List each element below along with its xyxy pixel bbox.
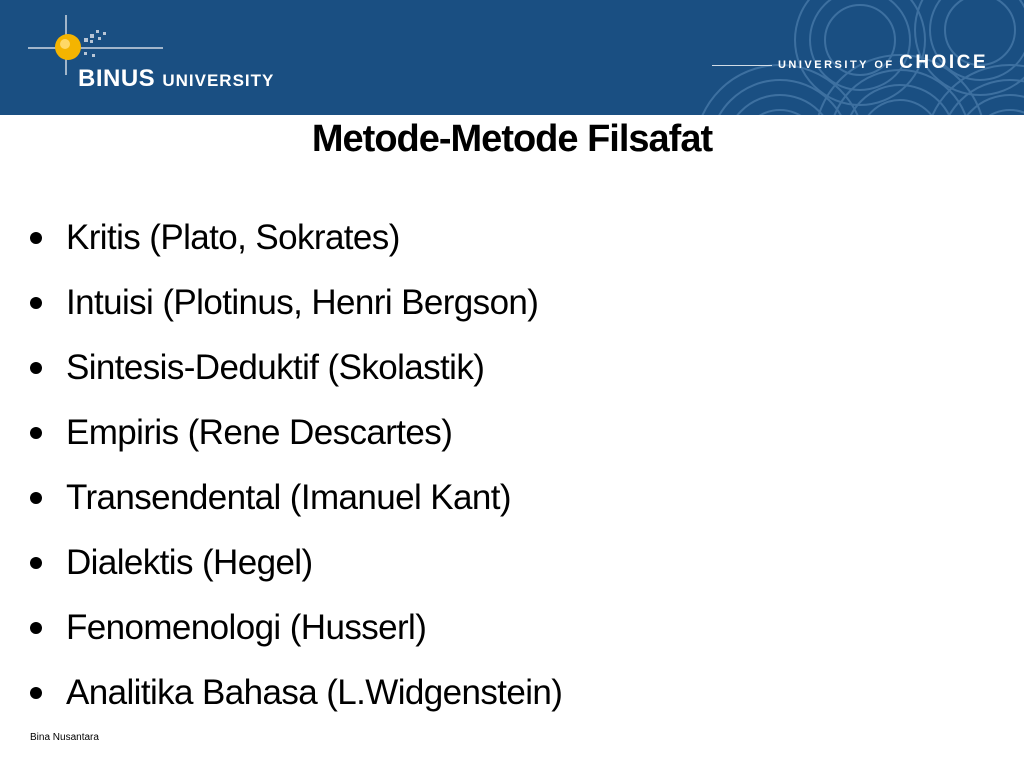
list-item (30, 595, 562, 660)
list-item (30, 530, 562, 595)
binus-logo[interactable] (28, 10, 318, 100)
tagline-divider (712, 65, 772, 66)
list-item (30, 660, 562, 725)
slide-title: Metode-Metode Filsafat (311, 118, 713, 160)
bullet-icon (30, 427, 42, 439)
list-item-text: Intuisi (Plotinus, Henri Bergson) (66, 282, 539, 322)
list-item (30, 400, 562, 465)
bullet-list (30, 205, 562, 725)
list-item-text: Kritis (Plato, Sokrates) (66, 217, 400, 257)
tagline (778, 52, 988, 74)
footer-text: Bina Nusantara (30, 732, 99, 743)
bullet-icon (30, 557, 42, 569)
bullet-icon (30, 492, 42, 504)
bullet-icon (30, 297, 42, 309)
bullet-icon (30, 687, 42, 699)
list-item-text: Transendental (Imanuel Kant) (66, 477, 511, 517)
list-item (30, 270, 562, 335)
list-item (30, 335, 562, 400)
list-item-text: Sintesis-Deduktif (Skolastik) (66, 347, 485, 387)
list-item (30, 205, 562, 270)
list-item-text: Fenomenologi (Husserl) (66, 607, 427, 647)
bullet-icon (30, 622, 42, 634)
bullet-icon (30, 232, 42, 244)
list-item-text: Analitika Bahasa (L.Widgenstein) (66, 672, 563, 712)
logo-subtext: UNIVERSITY (162, 71, 275, 90)
tagline-prefix: UNIVERSITY OF (777, 59, 895, 71)
list-item-text: Empiris (Rene Descartes) (66, 412, 453, 452)
header-band (0, 0, 1024, 115)
list-item-text: Dialektis (Hegel) (66, 542, 313, 582)
bullet-icon (30, 362, 42, 374)
tagline-emphasis: CHOICE (899, 52, 988, 73)
list-item (30, 465, 562, 530)
logo-text: BINUS (78, 65, 156, 92)
